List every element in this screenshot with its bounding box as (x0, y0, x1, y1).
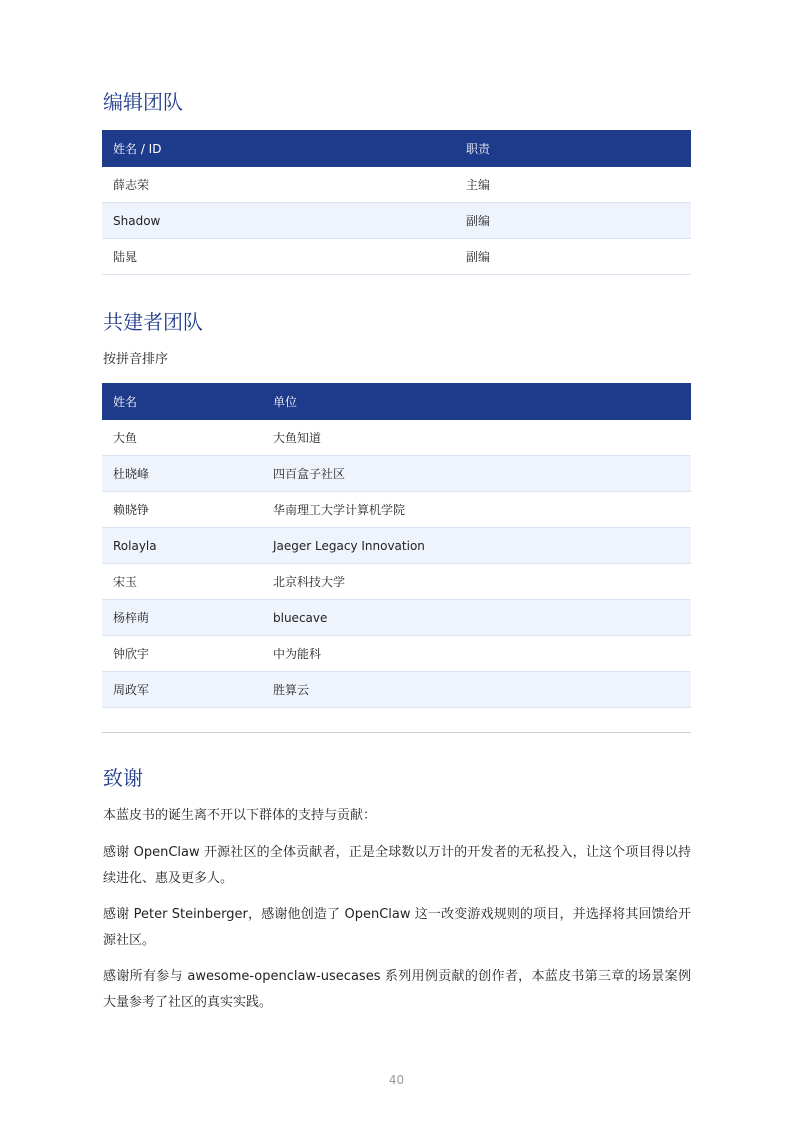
table-row (102, 456, 691, 492)
member-organization: bluecave (262, 600, 691, 636)
column-header-name-id: 姓名 / ID (102, 130, 455, 167)
table-row (102, 492, 691, 528)
member-role: 副编 (455, 239, 691, 275)
member-role: 主编 (455, 167, 691, 203)
member-organization: 四百盒子社区 (262, 456, 691, 492)
editorial-team-title: 编辑团队 (103, 90, 183, 114)
member-organization: 胜算云 (262, 672, 691, 708)
column-header-role: 职责 (455, 130, 691, 167)
member-role: 副编 (455, 203, 691, 239)
table-row (102, 636, 691, 672)
member-organization: 北京科技大学 (262, 564, 691, 600)
column-header-name: 姓名 (102, 383, 262, 420)
member-organization: 中为能科 (262, 636, 691, 672)
sort-order-note: 按拼音排序 (103, 352, 169, 367)
section-divider (102, 732, 691, 733)
member-name: Shadow (102, 203, 455, 239)
table-row (102, 420, 691, 456)
table-header-row (102, 130, 691, 167)
member-name: 杨梓萌 (102, 600, 262, 636)
member-name: 杜晓峰 (102, 456, 262, 492)
member-name: 宋玉 (102, 564, 262, 600)
acknowledgements-intro: 本蓝皮书的诞生离不开以下群体的支持与贡献： (103, 808, 377, 823)
column-header-organization: 单位 (262, 383, 691, 420)
member-organization: 大鱼知道 (262, 420, 691, 456)
editorial-team-table (102, 130, 691, 275)
acknowledgement-paragraph: 感谢 OpenClaw 开源社区的全体贡献者，正是全球数以万计的开发者的无私投入，让这个项目得以持续进化、惠及更多人。 (103, 845, 691, 886)
table-row (102, 203, 691, 239)
member-name: 陆晁 (102, 239, 455, 275)
member-name: 周政军 (102, 672, 262, 708)
page-number: 40 (388, 1073, 405, 1087)
table-row (102, 600, 691, 636)
acknowledgement-paragraph: 感谢 Peter Steinberger，感谢他创造了 OpenClaw 这一改变游戏规则的项目，并选择将其回馈给开源社区。 (103, 907, 691, 948)
member-organization: 华南理工大学计算机学院 (262, 492, 691, 528)
table-row (102, 167, 691, 203)
member-name: 钟欣宇 (102, 636, 262, 672)
cobuilders-team-title: 共建者团队 (103, 310, 203, 334)
member-name: 薛志荣 (102, 167, 455, 203)
table-header-row (102, 383, 691, 420)
table-row (102, 239, 691, 275)
member-name: 赖晓铮 (102, 492, 262, 528)
table-row (102, 564, 691, 600)
acknowledgements-title: 致谢 (103, 766, 143, 790)
acknowledgement-paragraph: 感谢所有参与 awesome-openclaw-usecases 系列用例贡献的创作者，本蓝皮书第三章的场景案例大量参考了社区的真实实践。 (103, 969, 691, 1010)
member-name: 大鱼 (102, 420, 262, 456)
table-row (102, 672, 691, 708)
member-name: Rolayla (102, 528, 262, 564)
member-organization: Jaeger Legacy Innovation (262, 528, 691, 564)
table-row (102, 528, 691, 564)
cobuilders-team-table (102, 383, 691, 708)
